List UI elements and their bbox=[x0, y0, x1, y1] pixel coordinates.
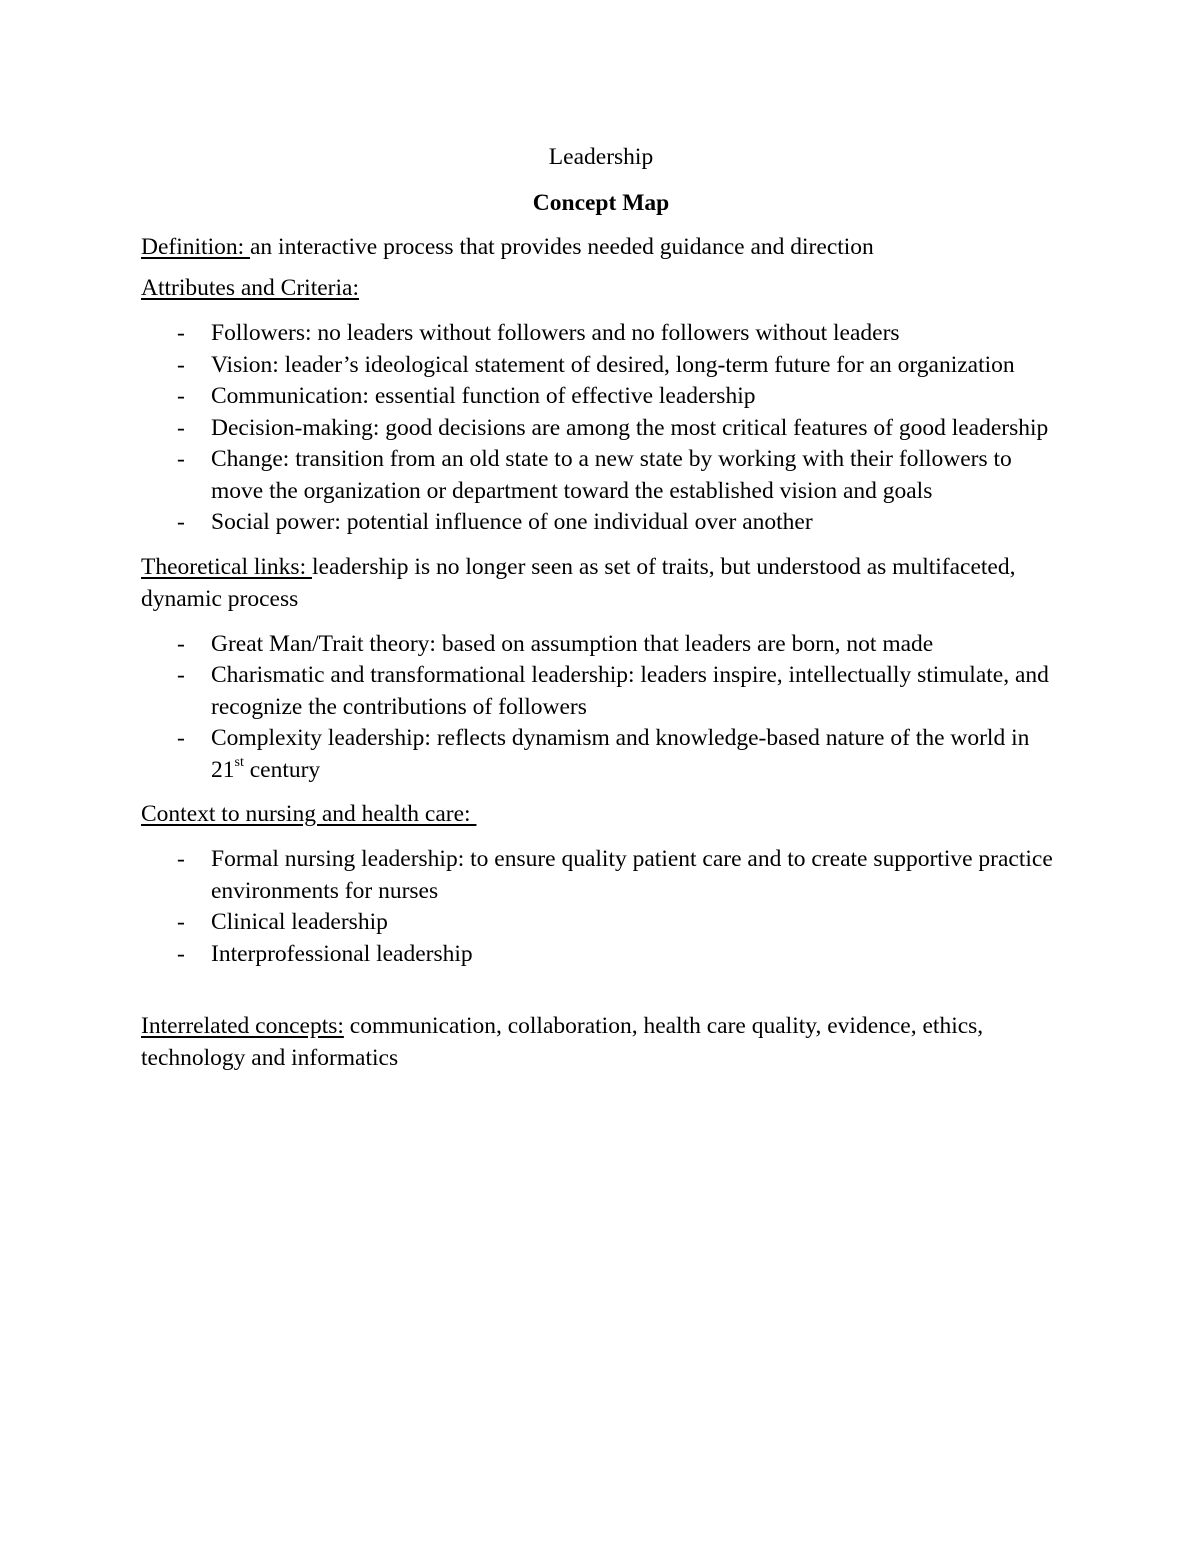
document-subtitle: Concept Map bbox=[532, 190, 670, 216]
list-item bbox=[141, 381, 1061, 413]
list-item-text: Interprofessional leadership bbox=[211, 940, 473, 967]
list-item-text: Charismatic and transformational leadership: leaders inspire, intellectually stimulate, and recognize the contributions of followers bbox=[211, 662, 1049, 720]
list-item-text: Followers: no leaders without followers and no followers without leaders bbox=[211, 320, 900, 346]
list-item-text: Complexity leadership: reflects dynamism and knowledge-based nature of the world in 21 bbox=[211, 725, 1030, 783]
list-item-text: Decision-making: good decisions are among the most critical features of good leadership bbox=[211, 414, 1049, 441]
list-item bbox=[141, 939, 1061, 971]
list-item bbox=[141, 844, 1061, 907]
definition-text: an interactive process that provides needed guidance and direction bbox=[250, 234, 874, 260]
dash-bullet: - bbox=[177, 383, 185, 409]
definition-label: Definition: bbox=[141, 234, 250, 260]
dash-bullet: - bbox=[177, 414, 185, 441]
dash-bullet: - bbox=[177, 909, 185, 935]
context-label: Context to nursing and health care: bbox=[141, 801, 477, 827]
list-item bbox=[141, 629, 1061, 661]
list-item bbox=[141, 318, 1061, 350]
interrelated-paragraph bbox=[141, 1010, 1061, 1074]
dash-bullet: - bbox=[177, 725, 185, 751]
list-item bbox=[141, 413, 1061, 445]
interrelated-label: Interrelated concepts: bbox=[141, 1013, 344, 1039]
list-item-text: Change: transition from an old state to a new state by working with their followers to move the organization or department toward the established vision and goals bbox=[211, 446, 1012, 504]
theoretical-list bbox=[141, 629, 1061, 787]
document-page bbox=[141, 138, 1061, 1074]
dash-bullet: - bbox=[177, 446, 185, 472]
list-item-text: Formal nursing leadership: to ensure quality patient care and to create supportive practice environments for nurses bbox=[211, 846, 1053, 904]
ordinal-suffix: st bbox=[234, 754, 244, 770]
theoretical-paragraph bbox=[141, 551, 1061, 615]
dash-bullet: - bbox=[177, 662, 185, 688]
list-item-text: Great Man/Trait theory: based on assumption that leaders are born, not made bbox=[211, 630, 934, 657]
dash-bullet: - bbox=[177, 509, 185, 535]
attributes-heading bbox=[141, 272, 1061, 304]
context-heading bbox=[141, 798, 1061, 830]
theoretical-label: Theoretical links: bbox=[141, 553, 312, 580]
list-item bbox=[141, 907, 1061, 939]
list-item bbox=[141, 444, 1061, 507]
list-item-text: Clinical leadership bbox=[211, 909, 388, 935]
dash-bullet: - bbox=[177, 846, 185, 872]
attributes-list bbox=[141, 318, 1061, 539]
context-list bbox=[141, 844, 1061, 970]
dash-bullet: - bbox=[177, 630, 185, 657]
dash-bullet: - bbox=[177, 351, 185, 378]
list-item-text: Social power: potential influence of one individual over another bbox=[211, 509, 813, 535]
list-item bbox=[141, 723, 1061, 786]
dash-bullet: - bbox=[177, 940, 185, 967]
list-item-tail: century bbox=[243, 756, 321, 783]
list-item bbox=[141, 507, 1061, 539]
list-item-text: Vision: leader’s ideological statement of desired, long-term future for an organization bbox=[211, 351, 1015, 378]
list-item-text: Communication: essential function of effective leadership bbox=[211, 383, 756, 409]
theoretical-text: leadership is no longer seen as set of traits, but understood as multifaceted, dynamic process bbox=[141, 553, 1016, 612]
list-item bbox=[141, 660, 1061, 723]
attributes-label: Attributes and Criteria: bbox=[141, 275, 359, 301]
definition-paragraph bbox=[141, 231, 1061, 263]
blank-line bbox=[141, 970, 1061, 1002]
dash-bullet: - bbox=[177, 320, 185, 346]
document-title: Leadership bbox=[548, 144, 654, 170]
list-item bbox=[141, 350, 1061, 382]
interrelated-text: communication, collaboration, health care quality, evidence, ethics, technology and informatics bbox=[141, 1013, 984, 1071]
